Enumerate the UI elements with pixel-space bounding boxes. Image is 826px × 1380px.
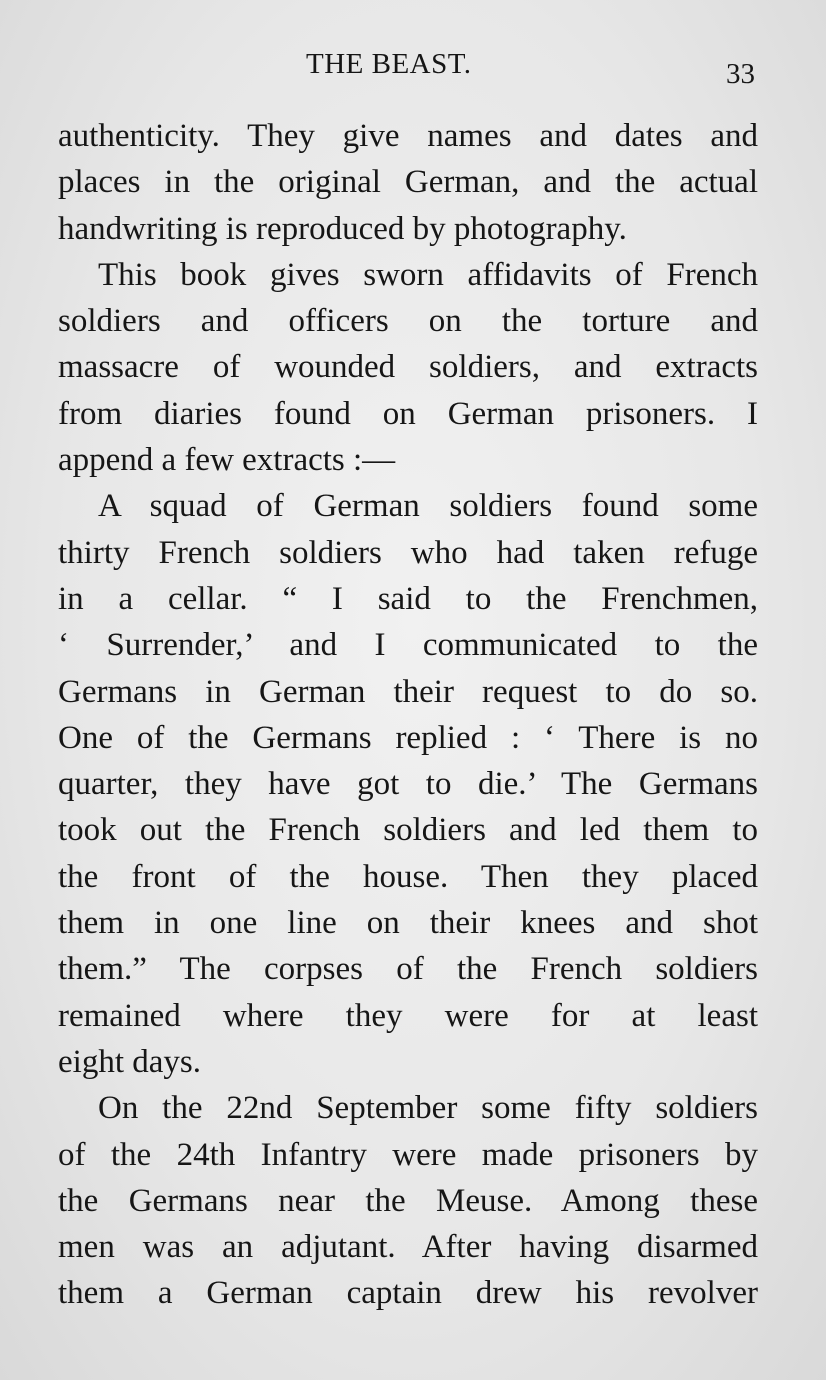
text-line: them in one line on their knees and shot bbox=[58, 905, 758, 942]
body-text bbox=[58, 113, 758, 1317]
text-line: This book gives sworn affidavits of French bbox=[98, 256, 758, 293]
text-line: quarter, they have got to die.’ The Germans bbox=[58, 766, 758, 803]
text-line: places in the original German, and the actual bbox=[58, 164, 758, 201]
text-line: authenticity. They give names and dates and bbox=[58, 118, 758, 154]
text-line: eight days. bbox=[58, 1043, 201, 1080]
text-line: took out the French soldiers and led them to bbox=[58, 812, 758, 849]
text-line: handwriting is reproduced by photography. bbox=[58, 210, 627, 247]
running-header bbox=[0, 48, 826, 88]
text-line: of the 24th Infantry were made prisoners by bbox=[58, 1136, 758, 1173]
text-line: One of the Germans replied : ‘ There is no bbox=[58, 719, 758, 756]
text-line: in a cellar. “ I said to the Frenchmen, bbox=[58, 580, 758, 617]
text-line: Germans in German their request to do so. bbox=[58, 673, 758, 710]
text-line: thirty French soldiers who had taken refuge bbox=[58, 534, 758, 571]
text-line: append a few extracts :— bbox=[58, 442, 396, 479]
running-title: THE BEAST. bbox=[306, 48, 472, 80]
text-line: ‘ Surrender,’ and I communicated to the bbox=[58, 627, 758, 664]
text-line: the front of the house. Then they placed bbox=[58, 858, 758, 895]
text-line: A squad of German soldiers found some bbox=[98, 488, 758, 525]
text-line: men was an adjutant. After having disarmed bbox=[58, 1229, 758, 1266]
text-line: remained where they were for at least bbox=[58, 997, 758, 1034]
text-line: massacre of wounded soldiers, and extracts bbox=[58, 349, 758, 386]
text-line: them a German captain drew his revolver bbox=[58, 1275, 758, 1312]
text-line: soldiers and officers on the torture and bbox=[58, 303, 758, 340]
text-line: them.” The corpses of the French soldiers bbox=[58, 951, 758, 988]
text-line: the Germans near the Meuse. Among these bbox=[58, 1182, 758, 1219]
text-line: from diaries found on German prisoners. I bbox=[58, 395, 758, 432]
text-line: On the 22nd September some fifty soldiers bbox=[98, 1090, 758, 1127]
page-number: 33 bbox=[726, 58, 755, 90]
